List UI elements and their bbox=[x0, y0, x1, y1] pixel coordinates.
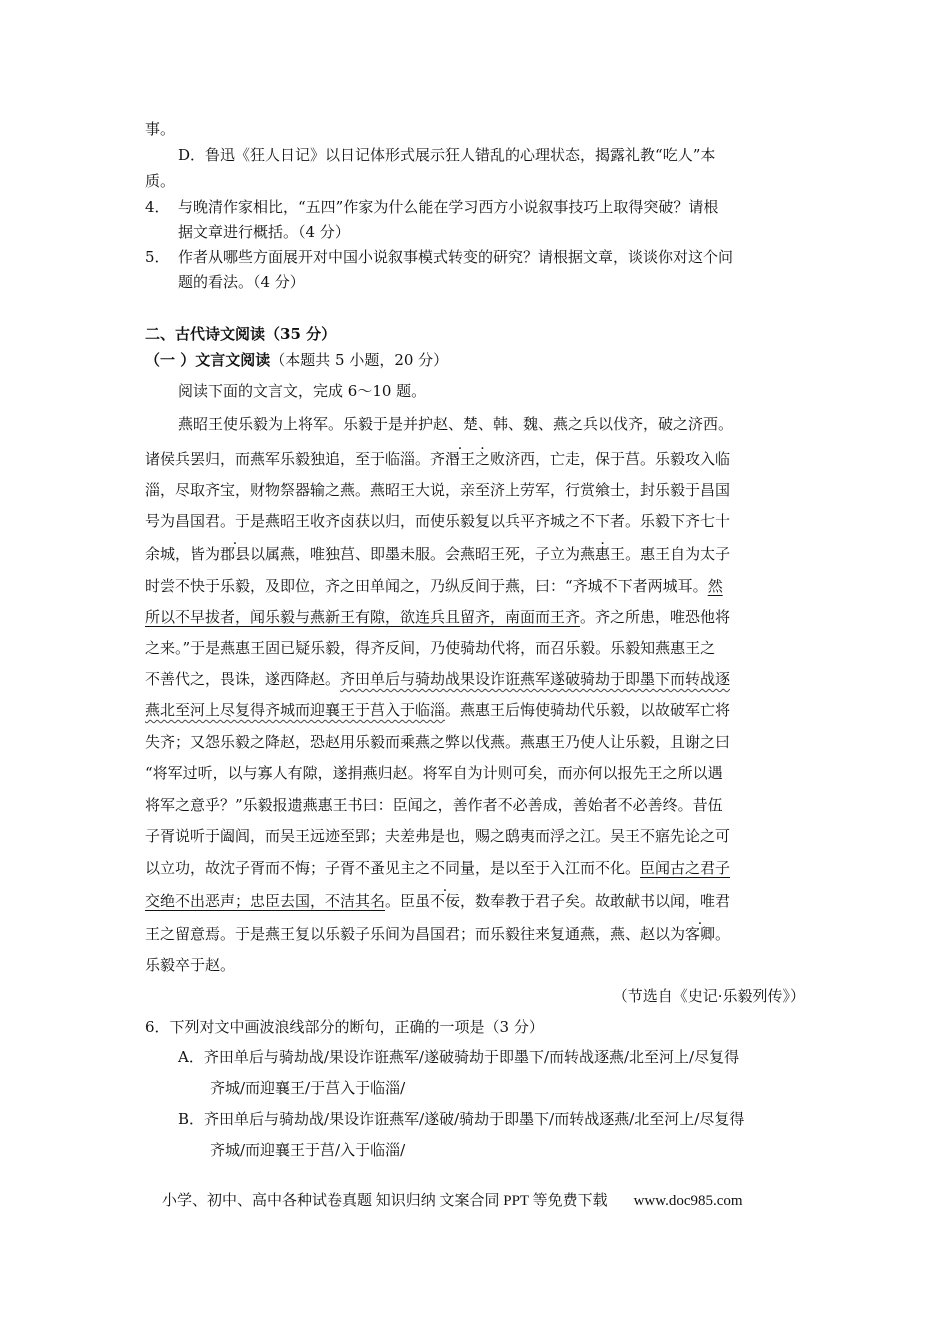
page-footer bbox=[162, 1191, 743, 1211]
passage-line: 将军之意乎？”乐毅报遗燕惠王书曰：臣闻之，善作者不必善成，善始者不必善终。昔伍 bbox=[145, 796, 723, 814]
passage-source: （节选自《史记·乐毅列传》） bbox=[612, 987, 805, 1005]
passage-text: 不善代之，畏诛，遂西降赵。 bbox=[145, 670, 341, 688]
passage-text: 时尝不快于乐毅，及即位，齐之田单闻之，乃纵反间于燕，曰：“齐城不下者两城耳。 bbox=[145, 577, 708, 595]
dotted-word: 燕惠王 bbox=[580, 545, 626, 563]
passage-text: 。惠王自为太子 bbox=[625, 545, 731, 563]
passage-line bbox=[145, 924, 730, 944]
passage-text: ，数奉教于君子矣。故敢献书以闻，唯君 bbox=[460, 892, 731, 910]
underlined-text: 所以不早拔者，闻乐毅与燕新王有隙，欲连兵且留齐，南面而王齐 bbox=[145, 608, 581, 626]
passage-text: 。 bbox=[715, 925, 731, 943]
passage-line: 子胥说听于阖闾，而吴王远迹至郢；夫差弗是也，赐之鸱夷而浮之江。吴王不寤先论之可 bbox=[145, 827, 731, 845]
option-a-continued: 齐城/而迎襄王/于莒入于临淄/ bbox=[210, 1079, 406, 1097]
question-4-line: 据文章进行概括。（4 分） bbox=[178, 223, 350, 241]
footer-text: 小学、初中、高中各种试卷真题 知识归纳 文案合同 PPT 等免费下载 bbox=[162, 1193, 608, 1209]
passage-line bbox=[145, 891, 730, 911]
wavy-underlined-text: 燕北至河上尽复得齐城而迎襄王于莒入于临淄 bbox=[145, 701, 446, 719]
dotted-word: 不佞 bbox=[430, 892, 461, 910]
subsection-heading bbox=[145, 350, 448, 370]
passage-text: 。臣虽 bbox=[385, 892, 431, 910]
question-4-line: 与晚清作家相比，“五四”作家为什么能在学习西方小说叙事技巧上取得突破？请根 bbox=[178, 198, 719, 216]
passage-text: 余城，皆为 bbox=[145, 545, 221, 563]
underlined-text: 臣闻古之君子 bbox=[640, 859, 731, 877]
wavy-underlined-text: 齐田单后与骑劫战果设诈诳燕军遂破骑劫于即墨下而转战逐 bbox=[340, 670, 731, 688]
dotted-word: 湣王 bbox=[445, 450, 476, 468]
passage-line: 乐毅卒于赵。 bbox=[145, 956, 236, 974]
passage-line: 燕昭王使乐毅为上将军。乐毅于是并护赵、楚、韩、魏、燕之兵以伐齐，破之济西。 bbox=[178, 415, 734, 433]
passage-text: 以立功，故沈子胥而不悔；子胥不蚤见主之不同量，是以至于入江而不化。 bbox=[145, 859, 641, 877]
section-heading: 二、古代诗文阅读（35 分） bbox=[145, 325, 337, 343]
underlined-text: 交绝不出恶声；忠臣去国，不洁其名 bbox=[145, 892, 386, 910]
question-6-stem: 6．下列对文中画波浪线部分的断句，正确的一项是（3 分） bbox=[145, 1018, 544, 1036]
footer-url: www.doc985.com bbox=[633, 1193, 743, 1209]
passage-line bbox=[145, 576, 723, 596]
passage-line: “将军过听，以与寡人有隙，遂捐燕归赵。将军自为计则可矣，而亦何以报先王之所以遇 bbox=[145, 764, 723, 782]
option-b: B．齐田单后与骑劫战/果设诈诳燕军/遂破/骑劫于即墨下/而转战逐燕/北至河上/尽复得 bbox=[178, 1110, 745, 1128]
passage-text: 王之留意焉。于是燕王复以乐毅子乐间为昌国君；而乐毅往来复通燕，燕、赵以为 bbox=[145, 925, 686, 943]
dotted-word: 之 bbox=[475, 450, 491, 468]
option-b-continued: 齐城/而迎襄王于莒/入于临淄/ bbox=[210, 1141, 406, 1159]
passage-line: 失齐；又怨乐毅之降赵，恐赵用乐毅而乘燕之弊以伐燕。燕惠王乃使人让乐毅，且谢之曰 bbox=[145, 733, 731, 751]
instruction-text: 阅读下面的文言文，完成 6～10 题。 bbox=[178, 382, 427, 400]
dotted-word: 郡县 bbox=[220, 545, 251, 563]
passage-line: 之来。”于是燕惠王固已疑乐毅，得齐反间，乃使骑劫代将，而召乐毅。乐毅知燕惠王之 bbox=[145, 639, 716, 657]
subsection-label: （一 ）文言文阅读 bbox=[145, 351, 271, 369]
passage-line bbox=[145, 858, 730, 878]
dotted-word: 客卿 bbox=[685, 925, 716, 943]
passage-line bbox=[145, 449, 730, 469]
passage-text: 诸侯兵罢归，而燕军乐毅独追，至于临淄。齐 bbox=[145, 450, 446, 468]
question-4-number: 4． bbox=[145, 198, 170, 216]
option-d: D．鲁迅《狂人日记》以日记体形式展示狂人错乱的心理状态，揭露礼教“吃人”本 bbox=[178, 146, 716, 164]
passage-text: 以属燕，唯独莒、即墨未服。会燕昭王死，子立为 bbox=[250, 545, 581, 563]
passage-text: 。燕惠王后悔使骑劫代乐毅，以故破军亡将 bbox=[445, 701, 731, 719]
option-a: A．齐田单后与骑劫战/果设诈诳燕军/遂破骑劫于即墨下/而转战逐燕/北至河上/尽复得 bbox=[178, 1048, 740, 1066]
underlined-text: 然 bbox=[707, 577, 723, 595]
question-5-line: 题的看法。（4 分） bbox=[178, 273, 305, 291]
question-5-line: 作者从哪些方面展开对中国小说叙事模式转变的研究？请根据文章，谈谈你对这个问 bbox=[178, 248, 734, 266]
passage-line: 号为昌国君。于是燕昭王收齐卤获以归，而使乐毅复以兵平齐城之不下者。乐毅下齐七十 bbox=[145, 512, 731, 530]
subsection-note: （本题共 5 小题，20 分） bbox=[270, 351, 449, 369]
passage-line bbox=[145, 669, 730, 689]
passage-line bbox=[145, 607, 730, 627]
text-line: 事。 bbox=[145, 120, 176, 138]
question-5-number: 5． bbox=[145, 248, 170, 266]
passage-text: 败济西，亡走，保于莒。乐毅攻入临 bbox=[490, 450, 731, 468]
passage-line bbox=[145, 700, 730, 720]
passage-line: 淄，尽取齐宝，财物祭器输之燕。燕昭王大说，亲至济上劳军，行赏飨士，封乐毅于昌国 bbox=[145, 481, 731, 499]
option-d-continued: 质。 bbox=[145, 172, 176, 190]
passage-line bbox=[145, 544, 730, 564]
passage-text: 。齐之所患，唯恐他将 bbox=[580, 608, 731, 626]
